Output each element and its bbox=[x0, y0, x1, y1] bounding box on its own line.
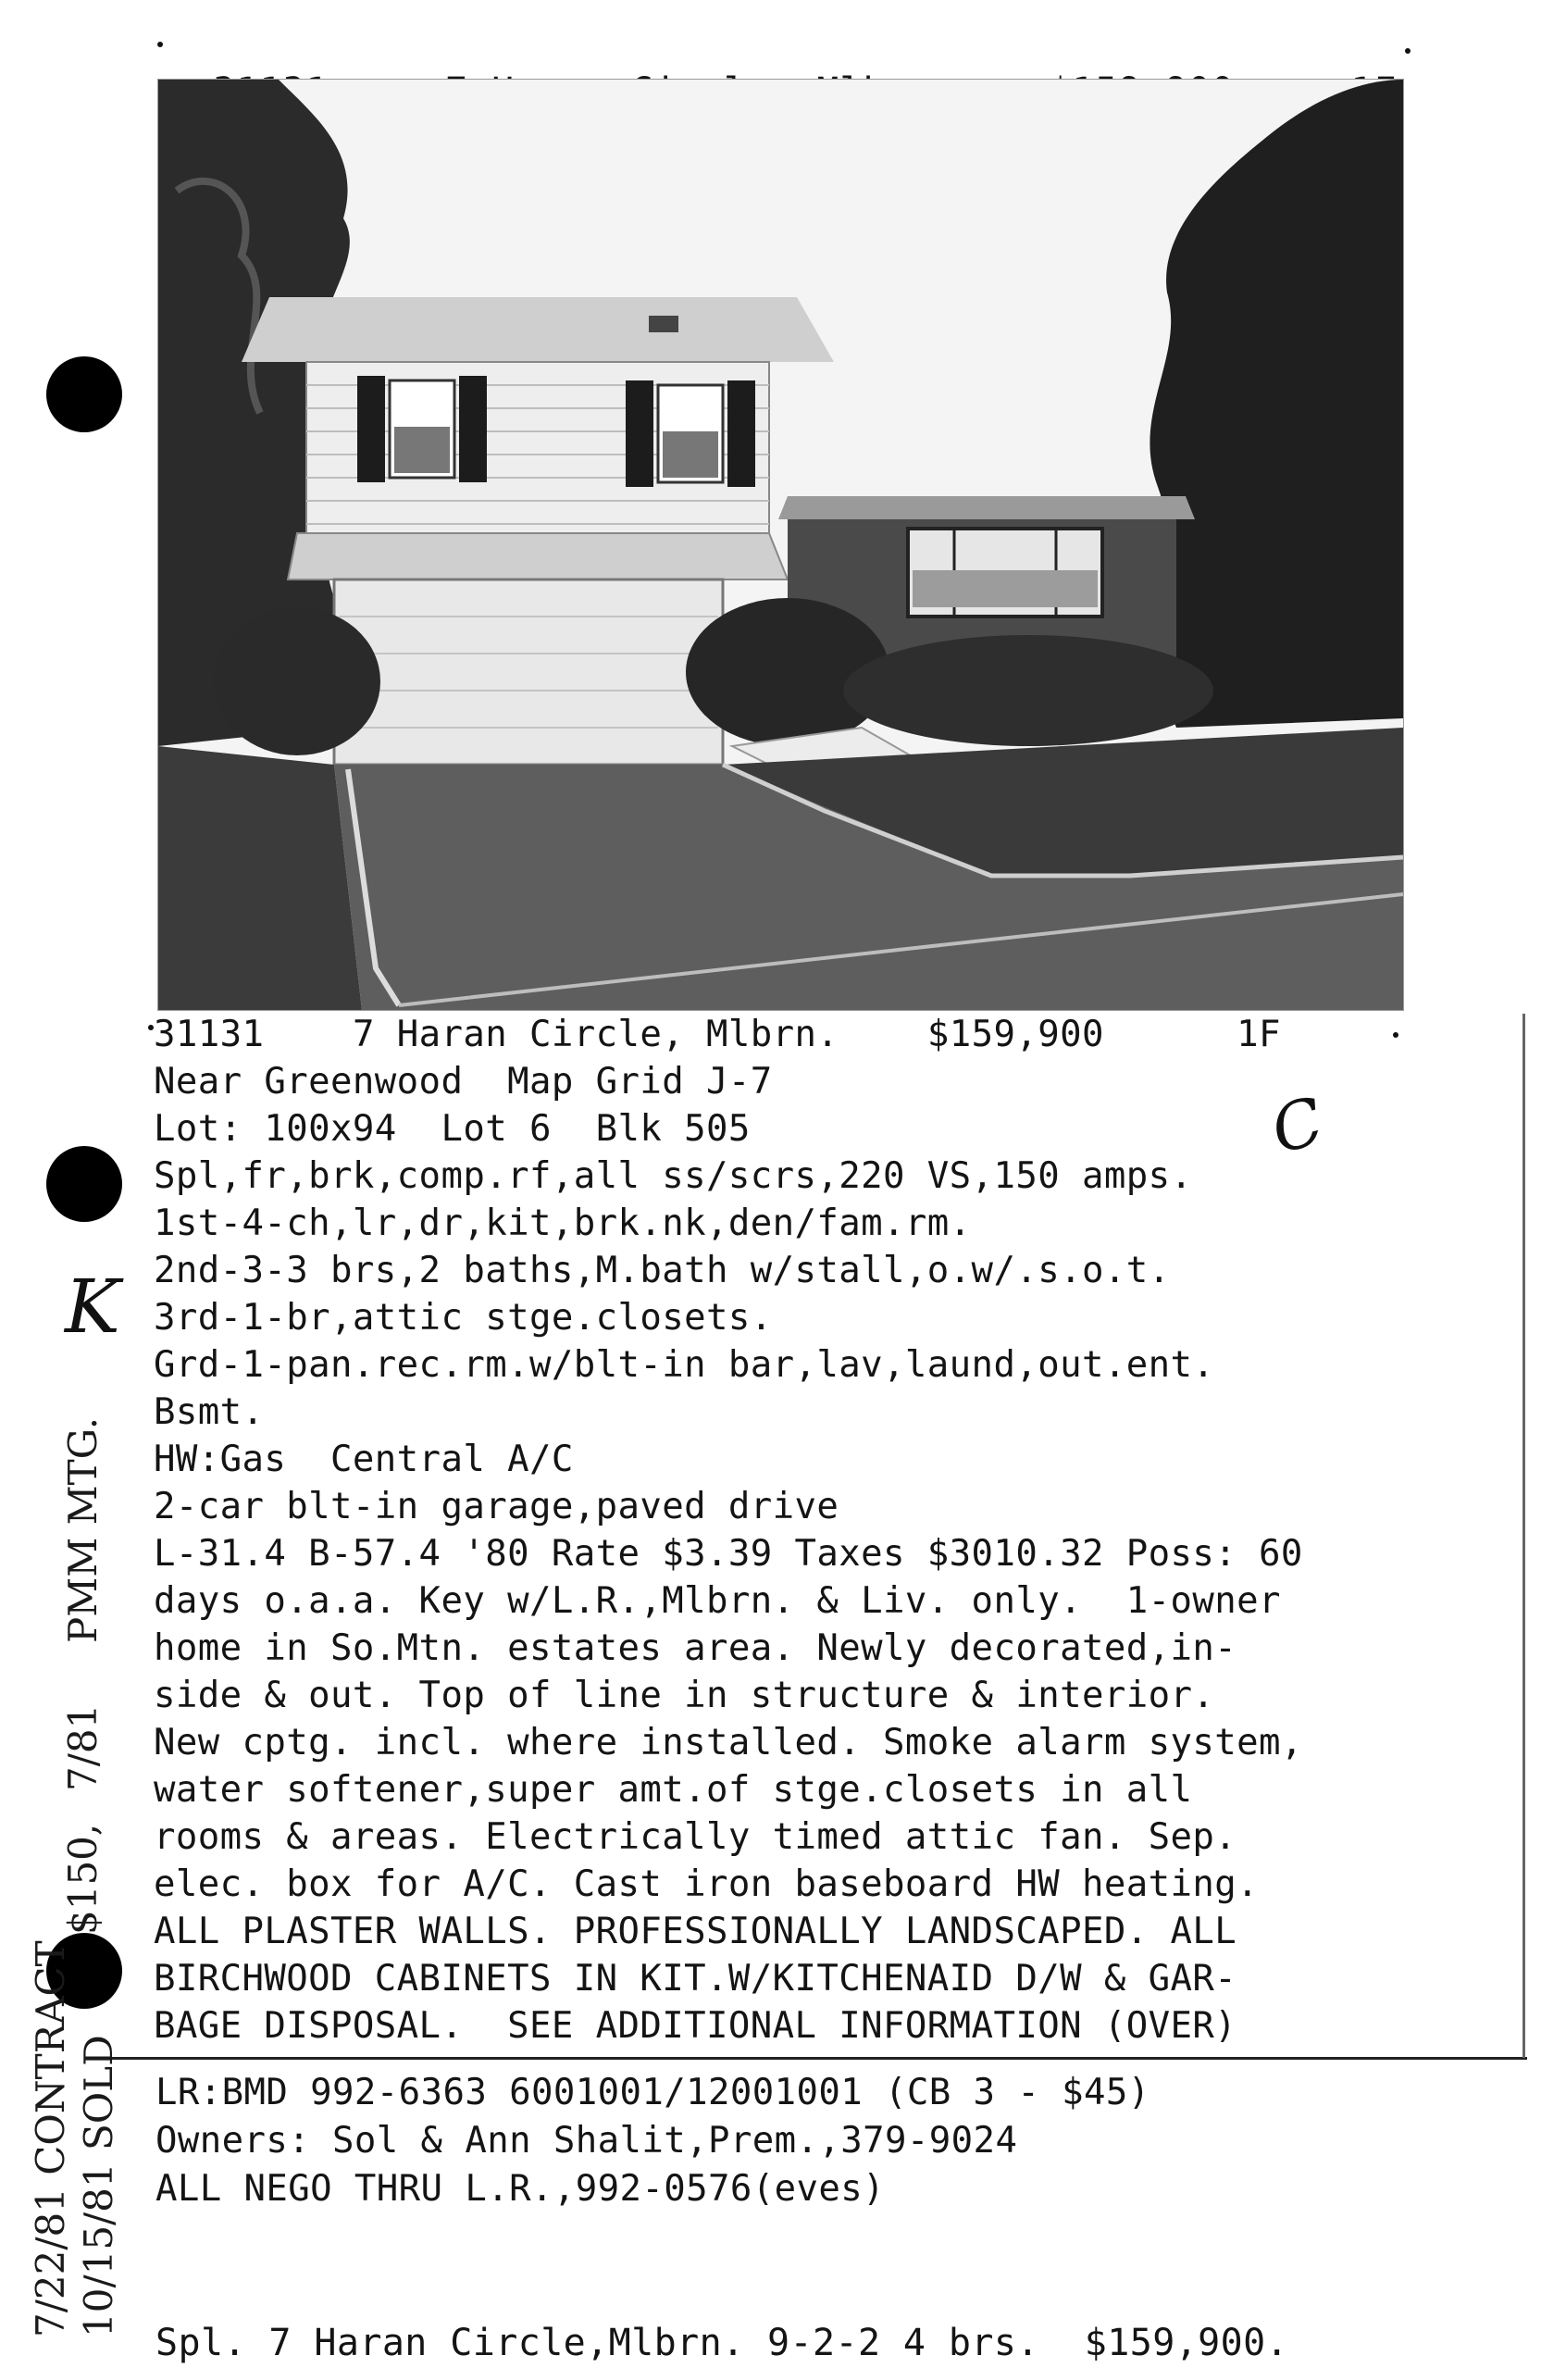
handwritten-k: K bbox=[65, 1264, 120, 1350]
header-dot-left bbox=[157, 42, 163, 47]
listing-line: Lot: 100x94 Lot 6 Blk 505 bbox=[154, 1108, 751, 1150]
listing-line: 2-car blt-in garage,paved drive bbox=[154, 1486, 839, 1527]
house-photo bbox=[157, 79, 1404, 1011]
listing-line: rooms & areas. Electrically timed attic fan. Sep. bbox=[154, 1816, 1237, 1858]
stamp-pmm-mtg: PMM MTG. bbox=[60, 1416, 106, 1643]
listing-line: New cptg. incl. where installed. Smoke alarm system, bbox=[154, 1722, 1303, 1763]
listing-line: 1st-4-ch,lr,dr,kit,brk.nk,den/fam.rm. bbox=[154, 1202, 972, 1244]
stamp-fee: $150, bbox=[60, 1823, 106, 1935]
stamp-sold: 10/15/81 SOLD bbox=[76, 2035, 121, 2337]
listing-line: HW:Gas Central A/C bbox=[154, 1439, 574, 1480]
listing-footer bbox=[155, 2069, 1150, 2213]
listing-number: 31131 bbox=[154, 1014, 265, 1055]
listing-line: 3rd-1-br,attic stge.closets. bbox=[154, 1297, 773, 1339]
summary-line: Spl. 7 Haran Circle,Mlbrn. 9-2-2 4 brs. $159,900. bbox=[155, 2322, 1289, 2364]
right-edge-rule bbox=[1522, 1014, 1525, 2058]
listing-line: Grd-1-pan.rec.rm.w/blt-in bar,lav,laund,out.ent. bbox=[154, 1344, 1215, 1386]
listing-code: 1F bbox=[1237, 1014, 1281, 1055]
listing-line: L-31.4 B-57.4 '80 Rate $3.39 Taxes $3010.32 Poss: 60 bbox=[154, 1533, 1303, 1575]
listing-line: Near Greenwood Map Grid J-7 bbox=[154, 1061, 773, 1103]
punch-hole-middle bbox=[46, 1146, 122, 1222]
handwritten-c: C bbox=[1263, 1082, 1332, 1169]
footer-divider bbox=[111, 2057, 1527, 2060]
listing-line: days o.a.a. Key w/L.R.,Mlbrn. & Liv. only. 1-owner bbox=[154, 1580, 1281, 1622]
listing-dot-left bbox=[148, 1025, 154, 1030]
listing-address: 7 Haran Circle, Mlbrn. bbox=[352, 1014, 839, 1055]
punch-hole-top bbox=[46, 356, 122, 432]
listing-line: home in So.Mtn. estates area. Newly decorated,in- bbox=[154, 1627, 1237, 1669]
listing-line: side & out. Top of line in structure & interior. bbox=[154, 1675, 1215, 1716]
listing-line: elec. box for A/C. Cast iron baseboard HW heating. bbox=[154, 1863, 1259, 1905]
listing-details bbox=[154, 1011, 1394, 2050]
footer-line: Owners: Sol & Ann Shalit,Prem.,379-9024 bbox=[155, 2120, 1018, 2162]
listing-dot-right bbox=[1393, 1032, 1398, 1038]
stamp-date: 7/81 bbox=[60, 1703, 106, 1791]
listing-line: 2nd-3-3 brs,2 baths,M.bath w/stall,o.w/.s.o.t. bbox=[154, 1250, 1171, 1291]
listing-line: Bsmt. bbox=[154, 1391, 265, 1433]
listing-line: BAGE DISPOSAL. SEE ADDITIONAL INFORMATION (OVER) bbox=[154, 2005, 1237, 2047]
listing-line: water softener,super amt.of stge.closets in all bbox=[154, 1769, 1193, 1811]
footer-line: LR:BMD 992-6363 6001001/12001001 (CB 3 - $45) bbox=[155, 2072, 1150, 2113]
house-illustration bbox=[158, 80, 1403, 1010]
listing-line: ALL PLASTER WALLS. PROFESSIONALLY LANDSCAPED. ALL bbox=[154, 1911, 1237, 1952]
listing-line: BIRCHWOOD CABINETS IN KIT.W/KITCHENAID D/W & GAR- bbox=[154, 1958, 1237, 2000]
listing-header-line bbox=[154, 1011, 1394, 1058]
header-dot-right bbox=[1405, 48, 1411, 54]
listing-line: Spl,fr,brk,comp.rf,all ss/scrs,220 VS,150 amps. bbox=[154, 1155, 1193, 1197]
listing-price: $159,900 bbox=[926, 1014, 1104, 1055]
stamp-contract: 7/22/81 CONTRACT bbox=[28, 1940, 73, 2337]
footer-line: ALL NEGO THRU L.R.,992-0576(eves) bbox=[155, 2168, 886, 2210]
